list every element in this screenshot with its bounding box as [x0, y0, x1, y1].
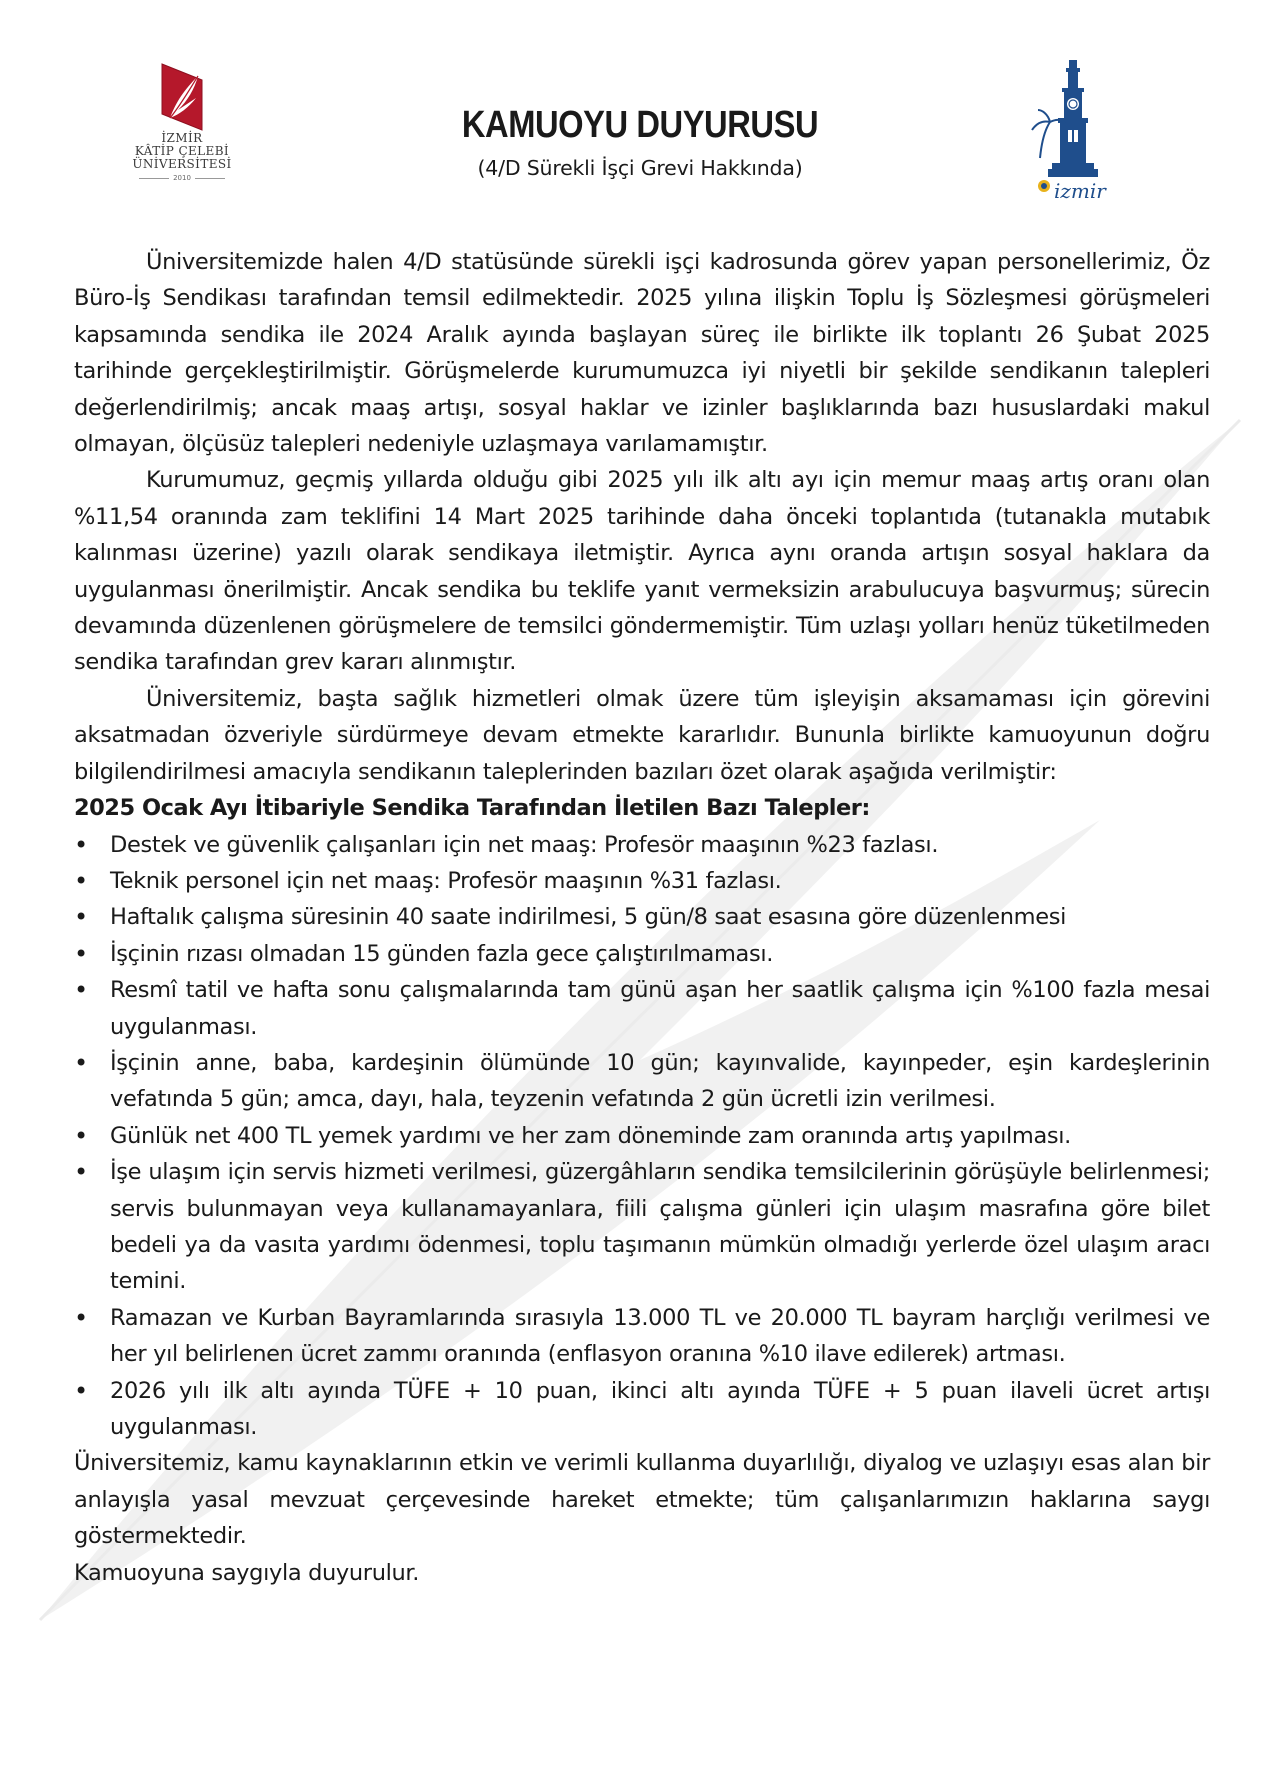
- signoff: Kamuoyuna saygıyla duyurulur.: [74, 1559, 420, 1586]
- logo-line: ÜNİVERSİTESİ: [132, 157, 232, 171]
- demands-list: [74, 827, 1210, 1446]
- paragraph-3: Üniversitemiz, başta sağlık hizmetleri olmak üzere tüm işleyişin aksamaması için görevini aksatmadan özveriyle sürdürmeye devam etmekte kararlıdır. Bununla birlikte kamuoyunun doğru bilgilendirilmesi amacıyla sendikanın taleplerinden bazıları özet olarak aşağıda verilmiştir:: [74, 685, 1210, 785]
- paragraph-1: Üniversitemizde halen 4/D statüsünde sürekli işçi kadrosunda görev yapan personellerimiz, Öz Büro-İş Sendikası tarafından temsil edilmektedir. 2025 yılına ilişkin Toplu İş Sözleşmesi görüşmeleri kapsamında sendika ile 2024 Aralık ayında başlayan süreç ile birlikte ilk toplantı 26 Şubat 2025 tarihinde gerçekleştirilmiştir. Görüşmelerde kurumumuzca iyi niyetli bir şekilde sendikanın talepleri değerlendirilmiş; ancak maaş artışı, sosyal haklar ve izinler başlıklarında bazı hususlardaki makul olmayan, ölçüsüz talepleri nedeniyle uzlaşmaya varılamamıştır.: [74, 249, 1210, 458]
- logo-line: İZMİR: [161, 131, 203, 145]
- demand-item: • İşçinin rızası olmadan 15 günden fazla gece çalıştırılmaması.: [74, 936, 1210, 972]
- demand-item: • 2026 yılı ilk altı ayında TÜFE + 10 puan, ikinci altı ayında TÜFE + 5 puan ilaveli ücret artışı uygulanması.: [74, 1373, 1210, 1446]
- demand-item: • İşçinin anne, baba, kardeşinin ölümünde 10 gün; kayınvalide, kayınpeder, eşin kardeşlerinin vefatında 5 gün; amca, dayı, hala, teyzenin vefatında 2 gün ücretli izin verilmesi.: [74, 1045, 1210, 1118]
- demand-item: • Günlük net 400 TL yemek yardımı ve her zam döneminde zam oranında artış yapılması.: [74, 1118, 1210, 1154]
- page-subtitle: (4/D Sürekli İşçi Grevi Hakkında): [477, 156, 803, 180]
- izmir-logo-text: izmir: [1054, 179, 1106, 203]
- announcement-body: [74, 244, 1210, 1591]
- demands-heading: 2025 Ocak Ayı İtibariyle Sendika Tarafından İletilen Bazı Talepler:: [74, 795, 870, 822]
- closing-paragraph: Üniversitemiz, kamu kaynaklarının etkin ve verimli kullanma duyarlılığı, diyalog ve uzlaşıyı esas alan bir anlayışla yasal mevzuat çerçevesinde hareket etmekte; tüm çalışanlarımızın haklarına saygı göstermektedir.: [74, 1450, 1210, 1550]
- demand-item: • Resmî tatil ve hafta sonu çalışmalarında tam günü aşan her saatlik çalışma için %100 fazla mesai uygulanması.: [74, 972, 1210, 1045]
- logo-line: KÂTİP ÇELEBİ: [134, 144, 230, 158]
- demand-item: • Ramazan ve Kurban Bayramlarında sırasıyla 13.000 TL ve 20.000 TL bayram harçlığı verilmesi ve her yıl belirlenen ücret zammı oranında (enflasyon oranına %10 ilave edilerek) artması.: [74, 1300, 1210, 1373]
- paragraph-2: Kurumumuz, geçmiş yıllarda olduğu gibi 2025 yılı ilk altı ayı için memur maaş artış oranı olan %11,54 oranında zam teklifini 14 Mart 2025 tarihinde daha önceki toplantıda (tutanakla mutabık kalınması üzerine) yazılı olarak sendikaya iletmiştir. Ayrıca aynı oranda artışın sosyal haklara da uygulanması önerilmiştir. Ancak sendika bu teklife yanıt vermeksizin arabulucuya başvurmuş; sürecin devamında düzenlenen görüşmelere de temsilci göndermemiştir. Tüm uzlaşı yolları henüz tüketilmeden sendika tarafından grev kararı alınmıştır.: [74, 467, 1210, 676]
- demand-item: • İşe ulaşım için servis hizmeti verilmesi, güzergâhların sendika temsilcilerinin görüşüyle belirlenmesi; servis bulunmayan veya kullanamayanlara, fiili çalışma günleri için ulaşım masrafına göre bilet bedeli ya da vasıta yardımı ödenmesi, toplu taşımanın mümkün olmadığı yerlerde özel ulaşım aracı temini.: [74, 1154, 1210, 1300]
- page-title: KAMUOYU DUYURUSU: [461, 104, 819, 146]
- demand-item: • Teknik personel için net maaş: Profesör maaşının %31 fazlası.: [74, 863, 1210, 899]
- izmir-clock-tower-logo: [1028, 58, 1118, 208]
- demand-item: • Haftalık çalışma süresinin 40 saate indirilmesi, 5 gün/8 saat esasına göre düzenlenmesi: [74, 899, 1210, 935]
- demand-item: • Destek ve güvenlik çalışanları için net maaş: Profesör maaşının %23 fazlası.: [74, 827, 1210, 863]
- logo-year: 2010: [128, 174, 236, 182]
